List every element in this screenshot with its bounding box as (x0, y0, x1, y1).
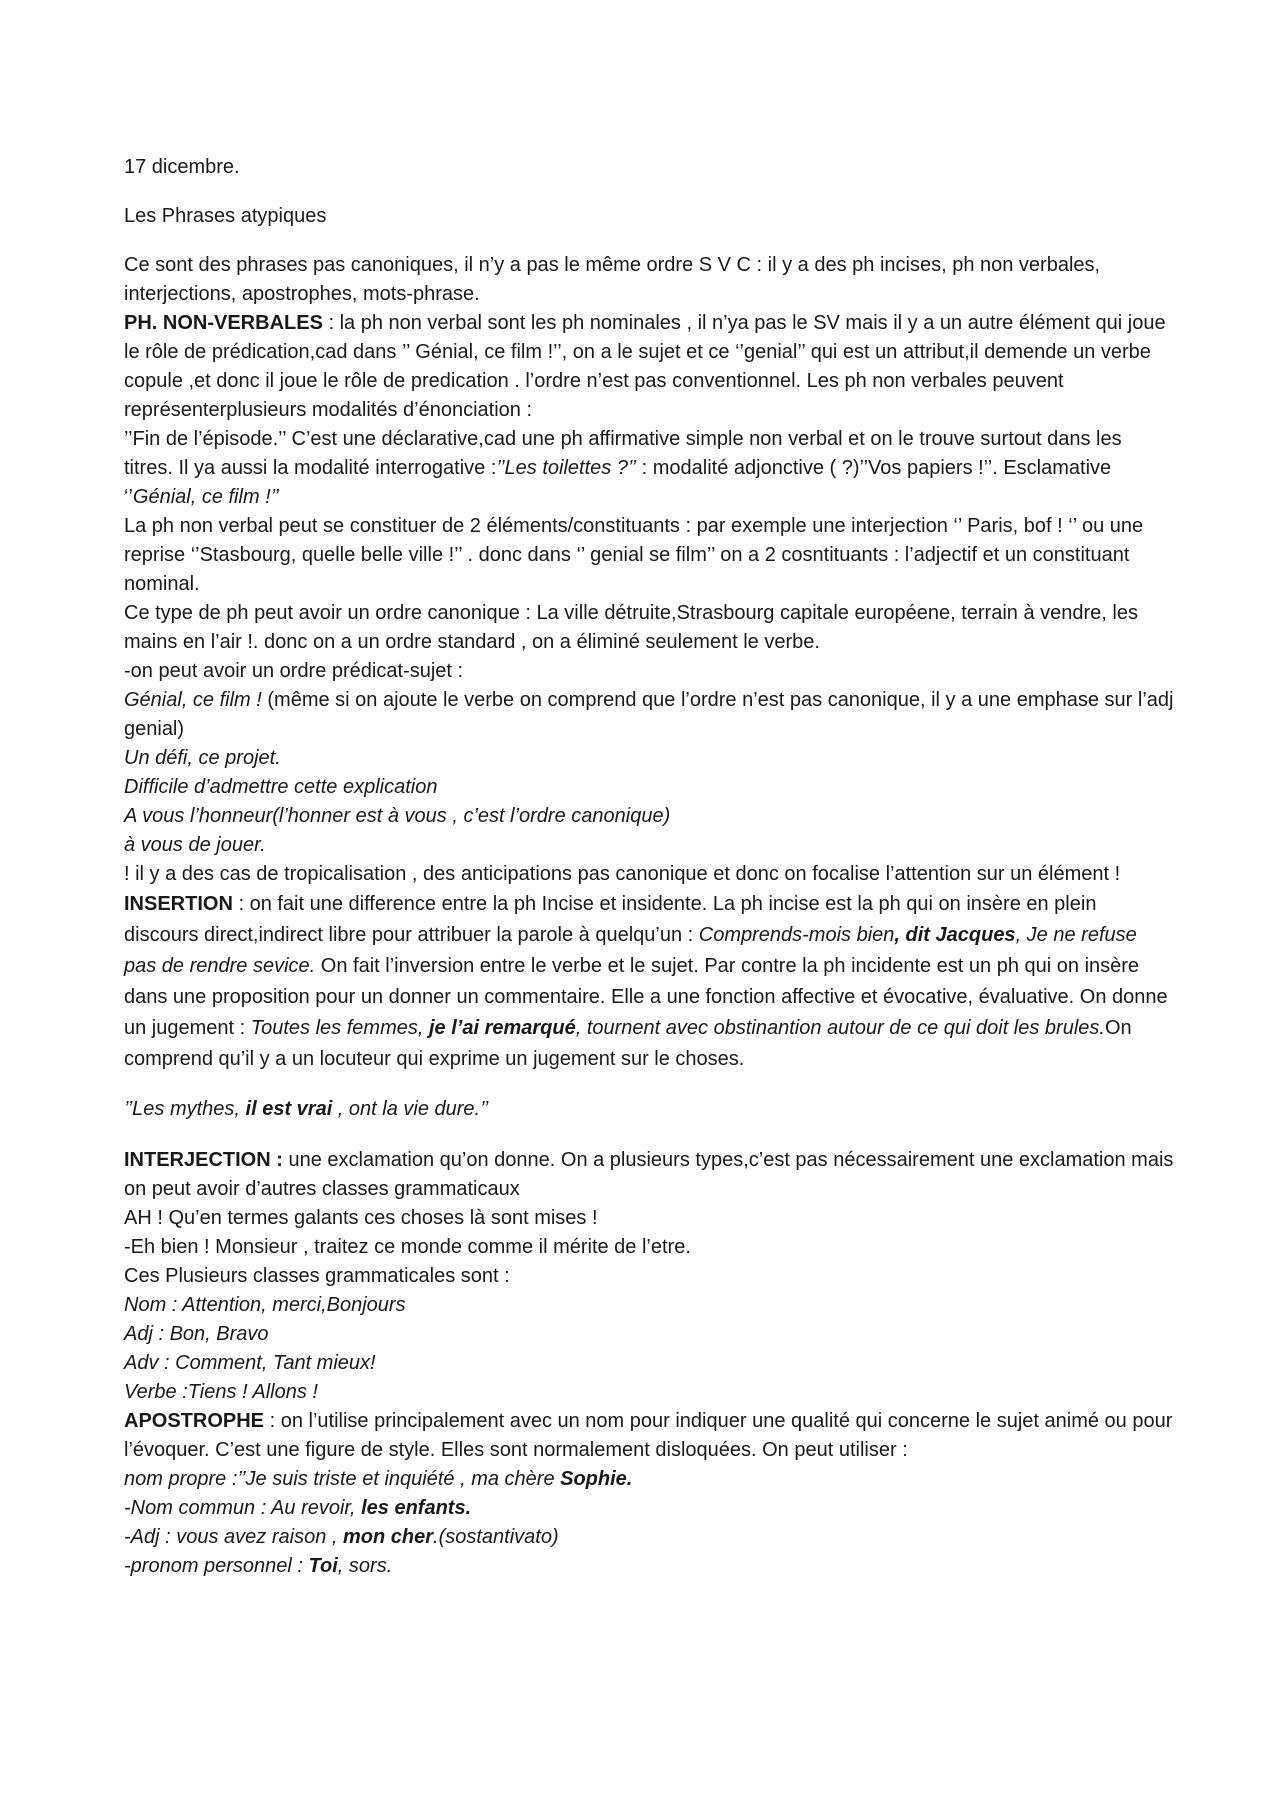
example-line (124, 744, 1174, 773)
declarative-paragraph (124, 425, 1174, 512)
incidente-comment: je l’ai remarqué (428, 1017, 576, 1039)
example-text: nom propre :’’Je suis triste et inquiété , ma chère (124, 1468, 561, 1490)
nonverbal-paragraph (124, 309, 1174, 425)
adjonctive-text: : modalité adjonctive ( ?)’’Vos papiers !’’. Esclamative ‘’ (124, 457, 1112, 508)
example-text: -Nom commun : Au revoir, (124, 1497, 362, 1519)
declarative-text: ’’Fin de l’épisode.’’ C’est une déclarative,cad une ph affirmative simple non verbal et on le trouve surtout dans les titres. Il ya aussi la modalité interrogative : (124, 428, 1122, 479)
mythes-quote (124, 1095, 1174, 1124)
intro-paragraph: Ce sont des phrases pas canoniques, il n’y a pas le même ordre S V C : il y a des ph incises, ph non verbales, interjections, apostrophes, mots-phrase. (124, 254, 1101, 305)
insertion-heading: INSERTION (124, 893, 233, 915)
interrogative-example: ’’Les toilettes ?’’ (496, 457, 637, 479)
incidente-text: On fait l’inversion entre le verbe et le sujet. Par contre la ph incidente est un ph qui on insère dans une proposition pour un donner un commentaire. Elle a une fonction affective et évocative, évaluative. On donne un jugement : (124, 955, 1168, 1039)
example-line (124, 802, 1174, 831)
insertion-paragraph (124, 889, 1174, 1075)
interjection-class (124, 1378, 1174, 1407)
example-text-end: , sors. (337, 1555, 393, 1577)
example-text: Un défi, ce projet. (124, 747, 281, 769)
example-text: A vous l’honneur(l’honner est à vous , c’est l’ordre canonique) (124, 805, 671, 827)
quote-incise: il est vrai (245, 1098, 333, 1120)
document-title: Les Phrases atypiques (124, 205, 327, 227)
example-text: à vous de jouer. (124, 834, 266, 856)
example-emphasis: mon cher (342, 1526, 434, 1548)
predicate-subject-line: -on peut avoir un ordre prédicat-sujet : (124, 660, 464, 682)
genial-example-paragraph (124, 686, 1174, 744)
interjection-line: AH ! Qu’en termes galants ces choses là sont mises ! (124, 1207, 598, 1229)
interjection-text: une exclamation qu’on donne. On a plusieurs types,c’est pas nécessairement une exclamation mais on peut avoir d’autres classes grammaticaux (124, 1149, 1174, 1200)
example-text-end: .(sostantivato) (433, 1526, 559, 1548)
quote-text: ’’Les mythes, (124, 1098, 246, 1120)
insertion-text: : on fait une difference entre la ph Incise et insidente. La ph incise est la ph qui on insère en plein discours direct,indirect libre pour attribuer la parole à quelqu’un : (124, 893, 1097, 946)
apostrophe-heading: APOSTROPHE (124, 1410, 265, 1432)
incidente-conclusion: On comprend qu’il y a un locuteur qui exprime un jugement sur le choses. (124, 1017, 1132, 1070)
genial-comment: (même si on ajoute le verbe on comprend que l’ordre n’est pas canonique, il y a une emphase sur l’adj genial) (124, 689, 1174, 740)
incise-example: Comprends-mois bien (698, 924, 895, 946)
class-text: Adj : Bon, Bravo (124, 1323, 269, 1345)
document-body (124, 153, 1174, 1581)
nonverbal-heading: PH. NON-VERBALES (124, 312, 323, 334)
interjection-heading: INTERJECTION : (124, 1149, 283, 1171)
interjection-class (124, 1291, 1174, 1320)
interjection-class (124, 1349, 1174, 1378)
class-text: Adv : Comment, Tant mieux! (124, 1352, 376, 1374)
apostrophe-example (124, 1552, 1174, 1581)
example-text: Difficile d’admettre cette explication (124, 776, 438, 798)
interjection-line: Ces Plusieurs classes grammaticales sont : (124, 1265, 510, 1287)
nonverbal-text: : la ph non verbal sont les ph nominales , il n’ya pas le SV mais il y a un autre élément qui joue le rôle de prédication,cad dans ’’ Génial, ce film !’’, on a le sujet et ce ‘’genial’’ qui est un attribut,il demende un verbe copule ,et donc il joue le rôle de predication . l’ordre n’est pas conventionnel. Les ph non verbales peuvent représenterplusieurs modalités d’énonciation : (124, 312, 1166, 421)
date-line: 17 dicembre. (124, 156, 240, 178)
example-text: -Adj : vous avez raison , (124, 1526, 343, 1548)
apostrophe-example (124, 1465, 1174, 1494)
apostrophe-example (124, 1523, 1174, 1552)
example-emphasis: Toi (308, 1555, 338, 1577)
interjection-class (124, 1320, 1174, 1349)
apostrophe-text: : on l’utilise principalement avec un nom pour indiquer une qualité qui concerne le sujet animé ou pour l’évoquer. C’est une figure de style. Elles sont normalement disloquées. On peut utiliser : (124, 1410, 1173, 1461)
incise-example-end: , Je ne refuse pas de rendre sevice. (124, 924, 1137, 977)
incidente-example: Toutes les femmes, (250, 1017, 429, 1039)
incise-speaker: , dit Jacques (894, 924, 1016, 946)
example-line (124, 773, 1174, 802)
canonical-order-paragraph: Ce type de ph peut avoir un ordre canonique : La ville détruite,Strasbourg capitale européene, terrain à vendre, les mains en l’air !. donc on a un ordre standard , on a éliminé seulement le verbe. (124, 602, 1138, 653)
example-text: -pronom personnel : (124, 1555, 309, 1577)
class-text: Nom : Attention, merci,Bonjours (124, 1294, 406, 1316)
genial-example: Génial, ce film ! (124, 689, 262, 711)
incidente-example-end: , tournent avec obstinantion autour de ce qui doit les brules. (575, 1017, 1105, 1039)
exclamative-example: Génial, ce film !’’ (132, 486, 279, 508)
interjection-paragraph (124, 1146, 1174, 1204)
example-emphasis: Sophie. (560, 1468, 633, 1490)
constituents-paragraph: La ph non verbal peut se constituer de 2 éléments/constituants : par exemple une interjection ‘’ Paris, bof ! ‘’ ou une reprise ‘’Stasbourg, quelle belle ville !’’ . donc dans ‘’ genial se film’’ on a 2 cosntituants : l’adjectif et un constituant nominal. (124, 515, 1144, 595)
apostrophe-paragraph (124, 1407, 1174, 1465)
class-text: Verbe :Tiens ! Allons ! (124, 1381, 318, 1403)
apostrophe-example (124, 1494, 1174, 1523)
quote-text-end: , ont la vie dure.’’ (332, 1098, 489, 1120)
example-emphasis: les enfants. (361, 1497, 472, 1519)
interjection-line: -Eh bien ! Monsieur , traitez ce monde comme il mérite de l’etre. (124, 1236, 691, 1258)
example-line (124, 831, 1174, 860)
topicalisation-note: ! il y a des cas de tropicalisation , des anticipations pas canonique et donc on focalise l’attention sur un élément ! (124, 863, 1121, 885)
